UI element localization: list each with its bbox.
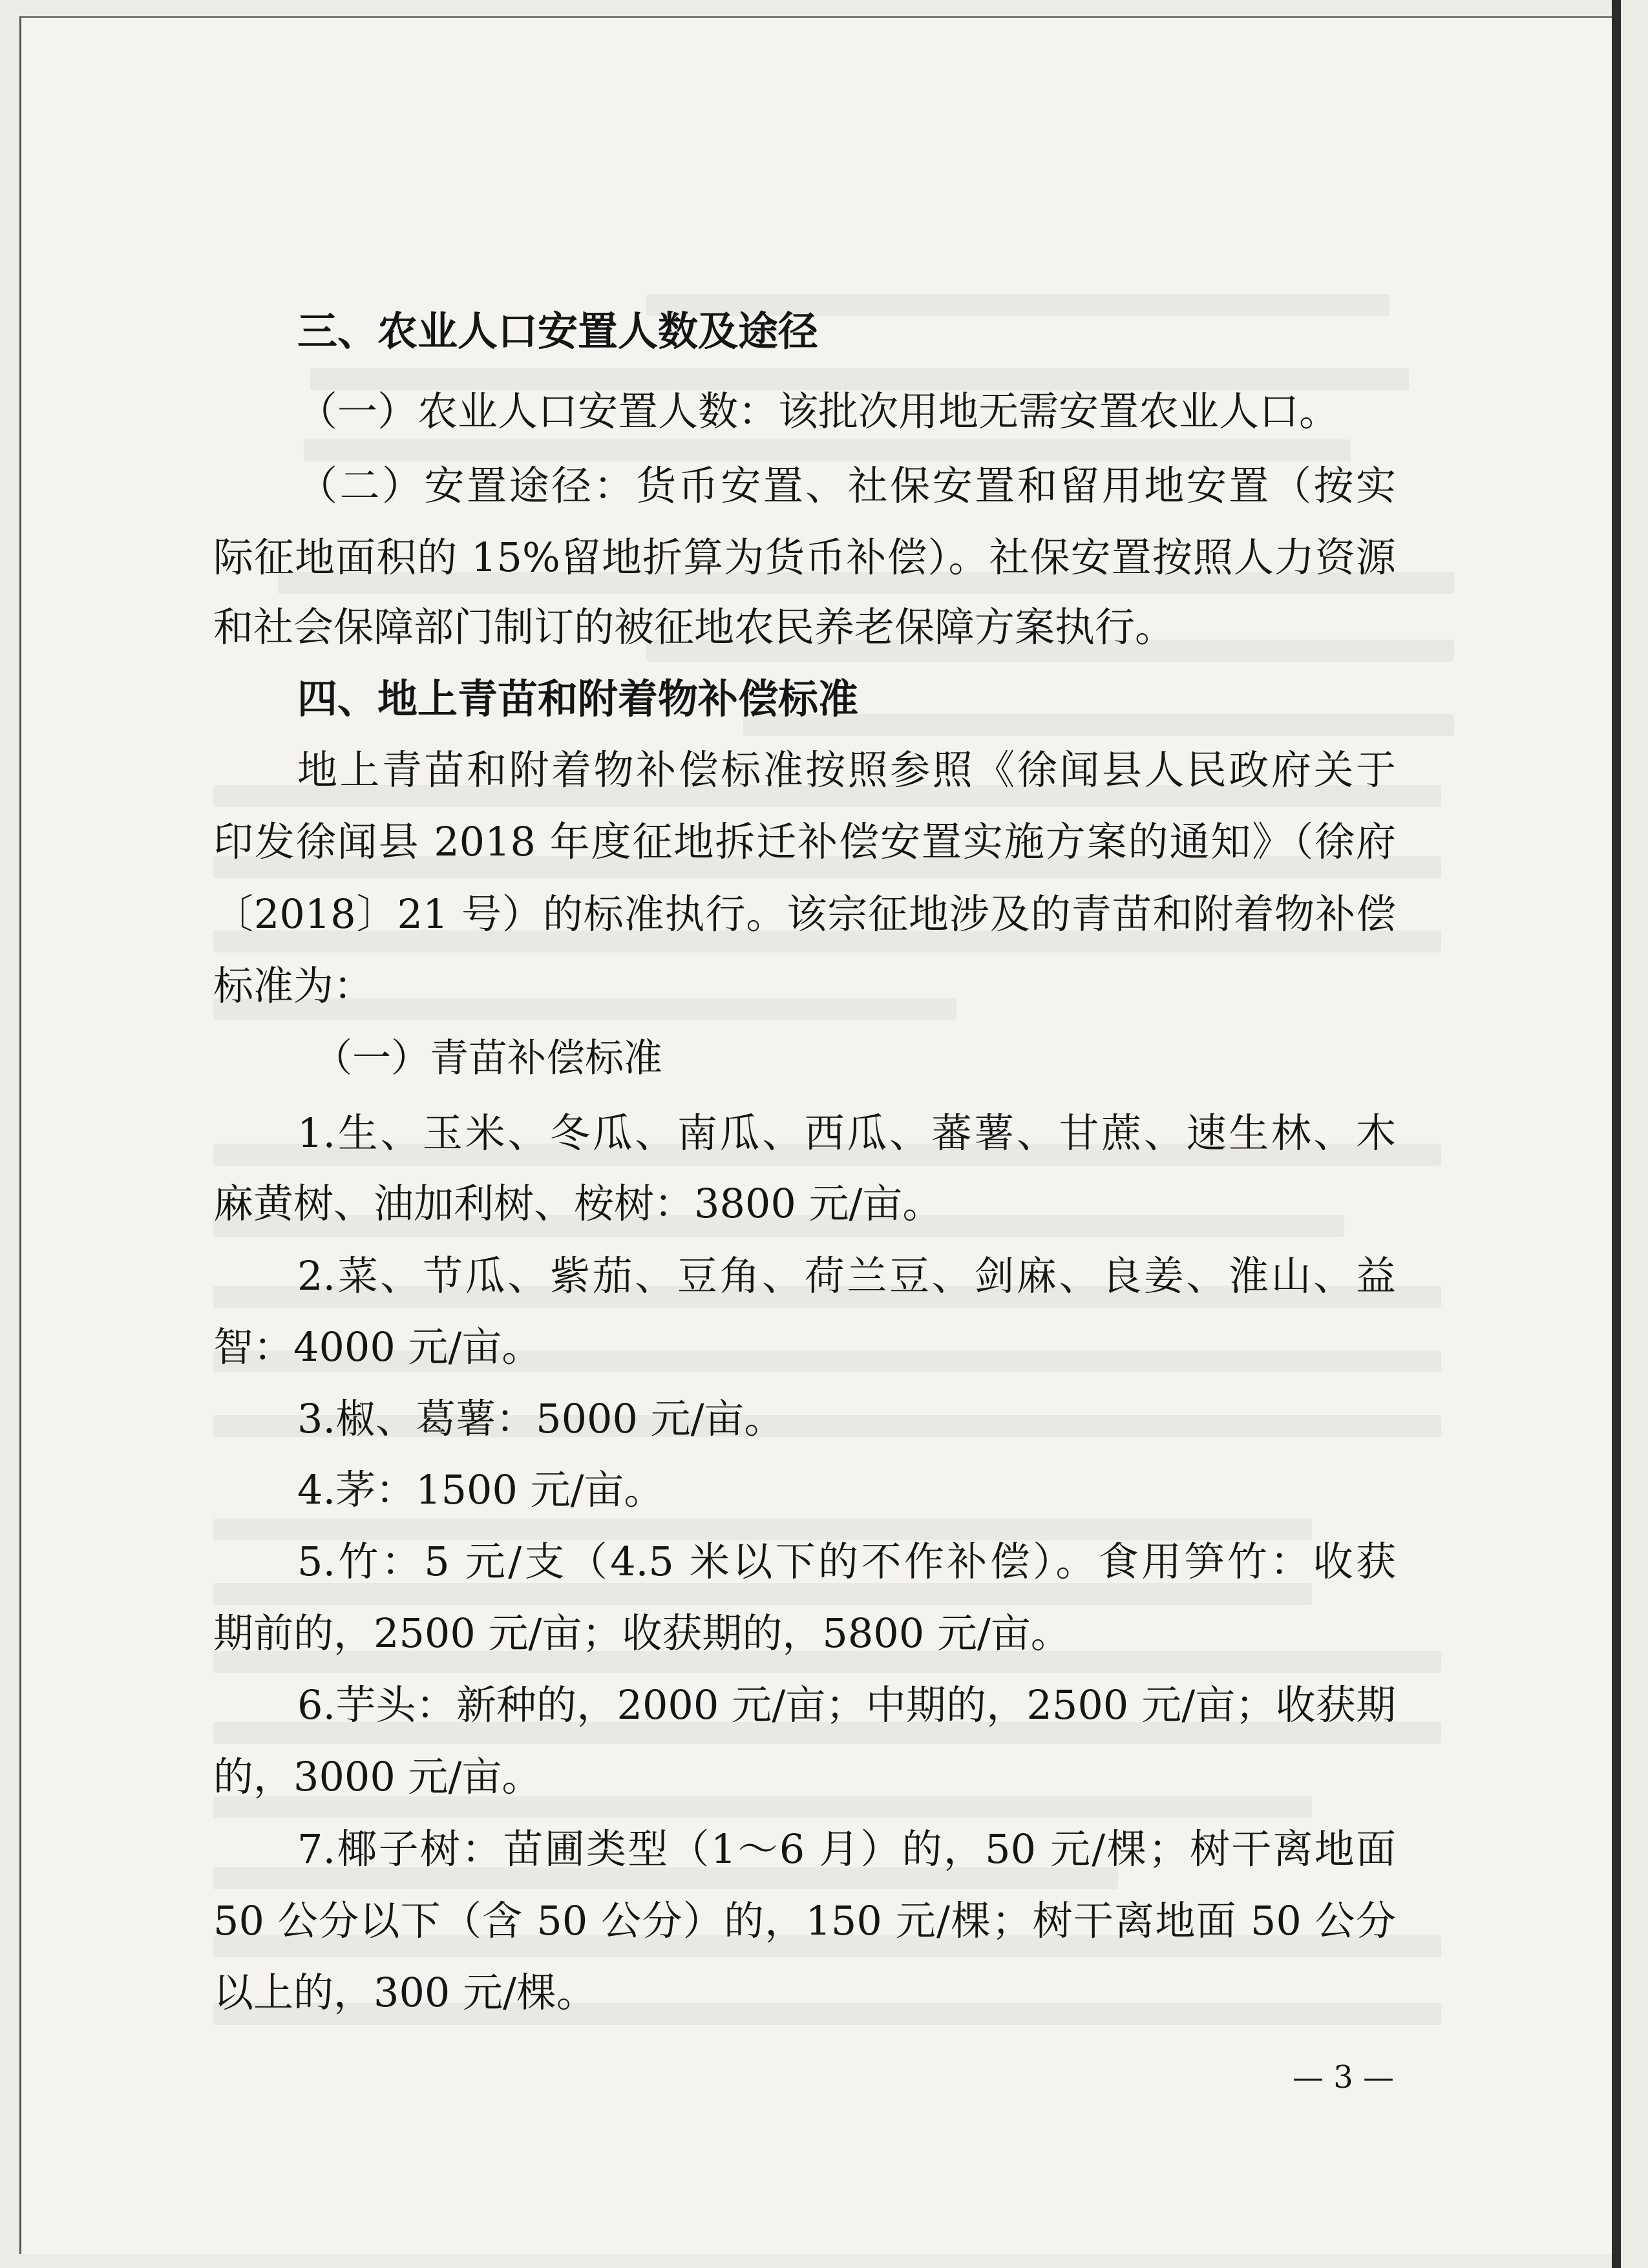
item-5-line-1: 5.竹：5 元/支（4.5 米以下的不作补偿）。食用笋竹：收获 <box>297 1538 1396 1585</box>
intro-line-4: 标准为： <box>213 962 374 1009</box>
item-5-line-2: 期前的，2500 元/亩；收获期的，5800 元/亩。 <box>213 1610 1071 1657</box>
section-heading-3: 三、农业人口安置人数及途径 <box>297 308 819 355</box>
item-1-line-1: 1.生、玉米、冬瓜、南瓜、西瓜、蕃薯、甘蔗、速生林、木 <box>297 1109 1396 1157</box>
item-7-line-1: 7.椰子树：苗圃类型（1～6 月）的，50 元/棵；树干离地面 <box>297 1825 1396 1873</box>
item-4-line-1: 4.茅：1500 元/亩。 <box>297 1466 664 1513</box>
intro-line-3: 〔2018〕21 号）的标准执行。该宗征地涉及的青苗和附着物补偿 <box>213 890 1396 938</box>
section-heading-4: 四、地上青苗和附着物补偿标准 <box>297 675 859 722</box>
item-2-line-2: 智：4000 元/亩。 <box>213 1323 542 1370</box>
item-6-line-2: 的，3000 元/亩。 <box>213 1753 542 1800</box>
item-7-line-2: 50 公分以下（含 50 公分）的，150 元/棵；树干离地面 50 公分 <box>213 1897 1396 1944</box>
resettlement-method-line-3: 和社会保障部门制订的被征地农民养老保障方案执行。 <box>213 604 1176 651</box>
page-number: — 3 — <box>1293 2059 1395 2095</box>
seedling-compensation-subheading: （一）青苗补偿标准 <box>313 1036 662 1081</box>
item-2-line-1: 2.菜、节瓜、紫茄、豆角、荷兰豆、剑麻、良姜、淮山、益 <box>297 1252 1396 1299</box>
item-7-line-3: 以上的，300 元/棵。 <box>213 1969 597 2016</box>
scan-edge <box>1612 0 1621 2268</box>
resettlement-method-line-1: （二）安置途径：货币安置、社保安置和留用地安置（按实 <box>297 462 1396 509</box>
resettlement-count-paragraph: （一）农业人口安置人数：该批次用地无需安置农业人口。 <box>297 388 1340 435</box>
intro-line-2: 印发徐闻县 2018 年度征地拆迁补偿安置实施方案的通知》（徐府 <box>213 818 1396 865</box>
item-6-line-1: 6.芋头：新种的，2000 元/亩；中期的，2500 元/亩；收获期 <box>297 1681 1396 1728</box>
item-1-line-2: 麻黄树、油加利树、桉树：3800 元/亩。 <box>213 1180 943 1227</box>
intro-line-1: 地上青苗和附着物补偿标准按照参照《徐闻县人民政府关于 <box>297 746 1396 793</box>
resettlement-method-line-2: 际征地面积的 15%留地折算为货币补偿）。社保安置按照人力资源 <box>213 534 1396 581</box>
item-3-line-1: 3.椒、葛薯：5000 元/亩。 <box>297 1395 785 1442</box>
